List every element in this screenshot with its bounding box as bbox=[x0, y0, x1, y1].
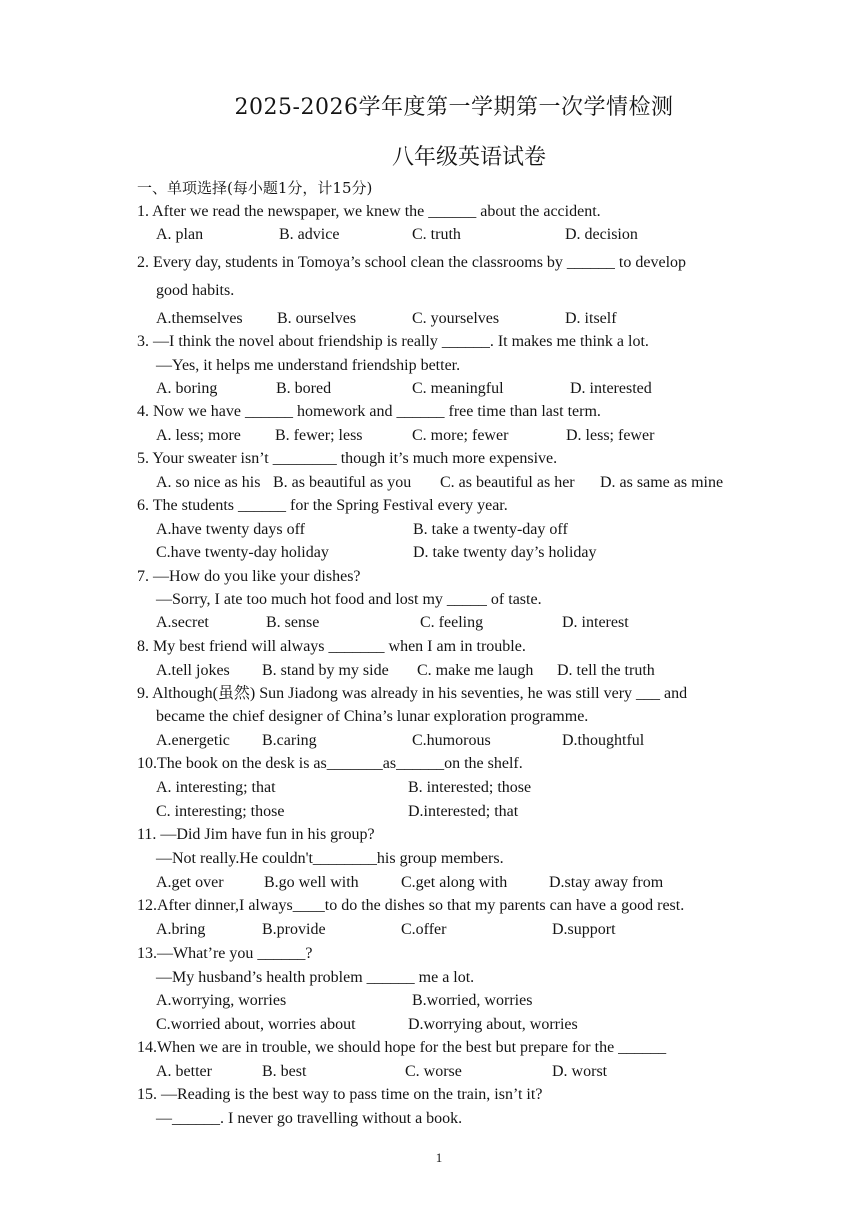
question-13-line-2: —My husband’s health problem ______ me a lot. bbox=[156, 969, 475, 986]
q14-option-d: D. worst bbox=[552, 1063, 608, 1080]
q3-option-c: C. meaningful bbox=[412, 380, 504, 397]
q1-option-a: A. plan bbox=[156, 226, 204, 243]
q5-option-b: B. as beautiful as you bbox=[273, 474, 412, 491]
question-5-line-1: 5. Your sweater isn’t ________ though it’s much more expensive. bbox=[137, 450, 558, 467]
q3-option-a: A. boring bbox=[156, 380, 218, 397]
q7-option-d: D. interest bbox=[562, 614, 629, 631]
q6-option-c: C.have twenty-day holiday bbox=[156, 544, 329, 561]
question-15-line-2: —______. I never go travelling without a book. bbox=[156, 1110, 463, 1127]
q13-option-b: B.worried, worries bbox=[412, 992, 533, 1009]
q6-option-b: B. take a twenty-day off bbox=[413, 521, 568, 538]
question-1-line-1: 1. After we read the newspaper, we knew the ______ about the accident. bbox=[137, 203, 601, 220]
q12-option-c: C.offer bbox=[401, 921, 447, 938]
question-7-line-1: 7. —How do you like your dishes? bbox=[137, 568, 361, 585]
question-3-line-1: 3. —I think the novel about friendship is really ______. It makes me think a lot. bbox=[137, 333, 649, 350]
q11-option-c: C.get along with bbox=[401, 874, 508, 891]
q6-option-d: D. take twenty day’s holiday bbox=[413, 544, 597, 561]
q8-option-a: A.tell jokes bbox=[156, 662, 230, 679]
q5-option-c: C. as beautiful as her bbox=[440, 474, 575, 491]
q4-option-d: D. less; fewer bbox=[566, 427, 655, 444]
question-2-line-2: good habits. bbox=[156, 282, 235, 299]
q2-option-c: C. yourselves bbox=[412, 310, 500, 327]
q1-option-d: D. decision bbox=[565, 226, 638, 243]
q9-option-c: C.humorous bbox=[412, 732, 491, 749]
question-9-line-2: became the chief designer of China’s lunar exploration programme. bbox=[156, 708, 589, 725]
q2-option-d: D. itself bbox=[565, 310, 617, 327]
exam-title: 2025-2026学年度第一学期第一次学情检测 bbox=[234, 95, 674, 120]
q3-option-b: B. bored bbox=[276, 380, 332, 397]
q9-option-d: D.thoughtful bbox=[562, 732, 645, 749]
q11-option-d: D.stay away from bbox=[549, 874, 664, 891]
question-2-line-1: 2. Every day, students in Tomoya’s school clean the classrooms by ______ to develop bbox=[137, 254, 687, 271]
q2-option-a: A.themselves bbox=[156, 310, 243, 327]
question-14-line-1: 14.When we are in trouble, we should hope for the best but prepare for the ______ bbox=[137, 1039, 667, 1056]
q2-option-b: B. ourselves bbox=[277, 310, 357, 327]
q10-option-c: C. interesting; those bbox=[156, 803, 285, 820]
q1-option-c: C. truth bbox=[412, 226, 461, 243]
exam-subtitle: 八年级英语试卷 bbox=[391, 145, 546, 170]
q14-option-a: A. better bbox=[156, 1063, 212, 1080]
q10-option-d: D.interested; that bbox=[408, 803, 519, 820]
q1-option-b: B. advice bbox=[279, 226, 340, 243]
q8-option-c: C. make me laugh bbox=[417, 662, 534, 679]
question-3-line-2: —Yes, it helps me understand friendship better. bbox=[156, 357, 461, 374]
q7-option-b: B. sense bbox=[266, 614, 320, 631]
q11-option-a: A.get over bbox=[156, 874, 224, 891]
q14-option-c: C. worse bbox=[405, 1063, 462, 1080]
question-12-line-1: 12.After dinner,I always____to do the dishes so that my parents can have a good rest. bbox=[137, 897, 685, 914]
q10-option-b: B. interested; those bbox=[408, 779, 532, 796]
q8-option-b: B. stand by my side bbox=[262, 662, 389, 679]
q10-option-a: A. interesting; that bbox=[156, 779, 276, 796]
q4-option-b: B. fewer; less bbox=[275, 427, 363, 444]
question-13-line-1: 13.—What’re you ______? bbox=[137, 945, 313, 962]
question-11-line-1: 11. —Did Jim have fun in his group? bbox=[137, 826, 375, 843]
question-7-line-2: —Sorry, I ate too much hot food and lost my _____ of taste. bbox=[156, 591, 542, 608]
q9-option-b: B.caring bbox=[262, 732, 317, 749]
q11-option-b: B.go well with bbox=[264, 874, 359, 891]
q12-option-a: A.bring bbox=[156, 921, 206, 938]
question-4-line-1: 4. Now we have ______ homework and ______ free time than last term. bbox=[137, 403, 601, 420]
q13-option-a: A.worrying, worries bbox=[156, 992, 287, 1009]
section-heading: 一、单项选择(每小题1分，计15分) bbox=[137, 179, 373, 197]
question-9-line-1: 9. Although(虽然) Sun Jiadong was already in his seventies, he was still very ___ and bbox=[137, 685, 688, 702]
q9-option-a: A.energetic bbox=[156, 732, 230, 749]
q13-option-d: D.worrying about, worries bbox=[408, 1016, 578, 1033]
question-6-line-1: 6. The students ______ for the Spring Festival every year. bbox=[137, 497, 508, 514]
q4-option-c: C. more; fewer bbox=[412, 427, 509, 444]
q7-option-c: C. feeling bbox=[420, 614, 484, 631]
q14-option-b: B. best bbox=[262, 1063, 307, 1080]
q8-option-d: D. tell the truth bbox=[557, 662, 655, 679]
q6-option-a: A.have twenty days off bbox=[156, 521, 305, 538]
q13-option-c: C.worried about, worries about bbox=[156, 1016, 356, 1033]
q5-option-a: A. so nice as his bbox=[156, 474, 261, 491]
question-11-line-2: —Not really.He couldn't________his group members. bbox=[156, 850, 504, 867]
question-15-line-1: 15. —Reading is the best way to pass time on the train, isn’t it? bbox=[137, 1086, 543, 1103]
q4-option-a: A. less; more bbox=[156, 427, 241, 444]
page-number: 1 bbox=[435, 1150, 443, 1165]
q5-option-d: D. as same as mine bbox=[600, 474, 724, 491]
q12-option-d: D.support bbox=[552, 921, 616, 938]
q3-option-d: D. interested bbox=[570, 380, 652, 397]
question-10-line-1: 10.The book on the desk is as_______as______on the shelf. bbox=[137, 755, 523, 772]
q12-option-b: B.provide bbox=[262, 921, 326, 938]
q7-option-a: A.secret bbox=[156, 614, 209, 631]
question-8-line-1: 8. My best friend will always _______ when I am in trouble. bbox=[137, 638, 526, 655]
